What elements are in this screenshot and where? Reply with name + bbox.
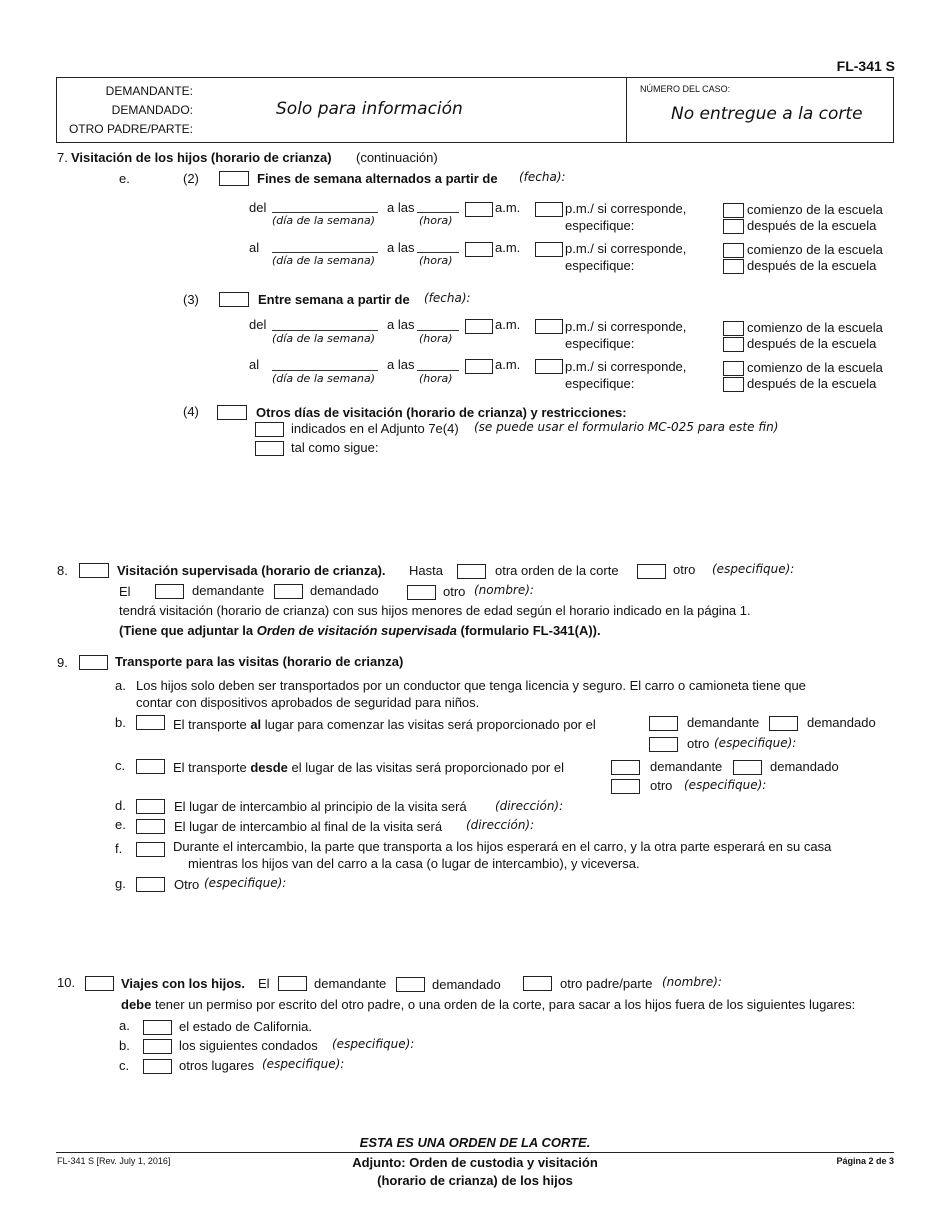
wd-from-after-school-checkbox[interactable] [723, 337, 744, 352]
s9b-petitioner-label: demandante [687, 715, 760, 730]
wd-to-hour-field[interactable] [417, 370, 459, 371]
wd-to-day-hint: (día de la semana) [272, 372, 376, 385]
s10b-checkbox[interactable] [143, 1039, 172, 1054]
s9g-text: Otro [174, 877, 200, 892]
s9a-text2: contar con dispositivos aprobados de seguridad para niños. [136, 695, 480, 710]
s9f-text1: Durante el intercambio, la parte que transporta a los hijos esperará en el carro, y la otra parte esperará en su casa [173, 839, 832, 854]
court-order-notice: ESTA ES UNA ORDEN DE LA CORTE. [359, 1135, 591, 1150]
w-from-am-label: a.m. [495, 200, 521, 215]
s9b-bold: al [250, 717, 262, 732]
s10a-letter: a. [119, 1018, 130, 1033]
s8-otro-checkbox[interactable] [407, 585, 436, 600]
s7e3-number: (3) [183, 292, 199, 307]
w-from-day-field[interactable] [272, 212, 378, 213]
s9d-checkbox[interactable] [136, 799, 165, 814]
do-not-file-text: No entregue a la corte [671, 104, 863, 124]
s9g-specify-hint: (especifique): [204, 876, 287, 890]
s9-title: Transporte para las visitas (horario de crianza) [115, 654, 404, 669]
wd-from-day-field[interactable] [272, 330, 378, 331]
s10-petitioner-label: demandante [314, 976, 387, 991]
s9b-letter: b. [115, 715, 126, 730]
s9b-pre: El transporte [173, 717, 247, 732]
w-from-label: del [249, 200, 267, 215]
s8-respondent-label: demandado [310, 583, 379, 598]
as-follows-checkbox[interactable] [255, 441, 284, 456]
w-from-pm-checkbox[interactable] [535, 202, 563, 217]
s9e-checkbox[interactable] [136, 819, 165, 834]
s10-respondent-checkbox[interactable] [396, 977, 425, 992]
s8-otro-label: otro [443, 584, 466, 599]
s9a-letter: a. [115, 678, 126, 693]
w-from-am-checkbox[interactable] [465, 202, 493, 217]
s10-name-hint: (nombre): [662, 975, 722, 989]
s9b-checkbox[interactable] [136, 715, 165, 730]
s9b-specify-hint: (especifique): [714, 736, 797, 750]
s9b-respondent-label: demandado [807, 715, 876, 730]
s9c-text [173, 760, 564, 775]
case-number-label: NÚMERO DEL CASO: [640, 84, 731, 94]
weekdays-checkbox[interactable] [219, 292, 249, 307]
s10b-letter: b. [119, 1038, 130, 1053]
w-from-after-school-label: después de la escuela [747, 218, 877, 233]
w-to-am-label: a.m. [495, 240, 521, 255]
as-follows-label: tal como sigue: [291, 440, 379, 455]
s9e-address-hint: (dirección): [466, 818, 535, 832]
wd-to-hour-hint: (hora) [419, 372, 453, 385]
s9c-respondent-label: demandado [770, 759, 839, 774]
attachment-checkbox[interactable] [255, 422, 284, 437]
wd-to-am-label: a.m. [495, 357, 521, 372]
s8-other-checkbox[interactable] [637, 564, 666, 579]
s10-petitioner-checkbox[interactable] [278, 976, 307, 991]
wd-to-pm-checkbox[interactable] [535, 359, 563, 374]
s9b-respondent-checkbox[interactable] [769, 716, 798, 731]
s10b-specify-hint: (especifique): [332, 1037, 415, 1051]
w-to-day-hint: (día de la semana) [272, 254, 376, 267]
w-to-pm-checkbox[interactable] [535, 242, 563, 257]
w-from-day-hint: (día de la semana) [272, 214, 376, 227]
w-to-day-field[interactable] [272, 252, 378, 253]
w-to-am-checkbox[interactable] [465, 242, 493, 257]
s10-number: 10. [57, 975, 76, 990]
other-parent-label: OTRO PADRE/PARTE: [68, 122, 193, 136]
s10-the-label: El [258, 976, 270, 991]
w-from-hour-field[interactable] [417, 212, 459, 213]
petitioner-label: DEMANDANTE: [105, 84, 193, 98]
s8-line2-a: (Tiene que adjuntar la [119, 623, 254, 638]
w-from-at-label: a las [387, 200, 415, 215]
s9e-letter: e. [115, 817, 126, 832]
w-to-school-start-label: comienzo de la escuela [747, 242, 883, 257]
s9c-letter: c. [115, 758, 126, 773]
w-from-after-school-checkbox[interactable] [723, 219, 744, 234]
s9c-checkbox[interactable] [136, 759, 165, 774]
wd-from-specify-label: especifique: [565, 336, 635, 351]
wd-from-at-label: a las [387, 317, 415, 332]
w-to-hour-field[interactable] [417, 252, 459, 253]
s8-line2-c: (formulario FL-341(A)). [460, 623, 601, 638]
s9c-post: el lugar de las visitas será proporcionado por el [291, 760, 564, 775]
w-to-school-start-checkbox[interactable] [723, 243, 744, 258]
s7-continuation: (continuación) [356, 150, 438, 165]
s9g-letter: g. [115, 876, 126, 891]
s9d-text: El lugar de intercambio al principio de la visita será [174, 799, 467, 814]
s10-respondent-label: demandado [432, 977, 501, 992]
s8-respondent-checkbox[interactable] [274, 584, 303, 599]
s8-until-label: Hasta [409, 563, 443, 578]
weekdays-label: Entre semana a partir de [258, 292, 410, 307]
info-only-text: Solo para información [276, 99, 463, 119]
revision-text: FL-341 S [Rev. July 1, 2016] [57, 1156, 171, 1166]
s8-other-order-checkbox[interactable] [457, 564, 486, 579]
footer-rule [56, 1152, 894, 1153]
w-to-after-school-checkbox[interactable] [723, 259, 744, 274]
s10-title: Viajes con los hijos. [121, 976, 246, 991]
wd-to-pm-label: p.m./ si corresponde, [565, 359, 687, 374]
footer-title-1: Adjunto: Orden de custodia y visitación [352, 1155, 598, 1170]
s7e2-number: (2) [183, 171, 199, 186]
other-days-checkbox[interactable] [217, 405, 247, 420]
wd-from-pm-label: p.m./ si corresponde, [565, 319, 687, 334]
w-to-label: al [249, 240, 260, 255]
s8-name-hint: (nombre): [474, 583, 534, 597]
other-days-label: Otros días de visitación (horario de crianza) y restricciones: [256, 405, 627, 420]
s8-the-label: El [119, 584, 131, 599]
s8-line1: tendrá visitación (horario de crianza) con sus hijos menores de edad según el horario indicado en la página 1. [119, 603, 751, 618]
s9c-specify-hint: (especifique): [684, 778, 767, 792]
s9e-text: El lugar de intercambio al final de la visita será [174, 819, 443, 834]
wd-to-school-start-checkbox[interactable] [723, 361, 744, 376]
wd-from-am-label: a.m. [495, 317, 521, 332]
s9c-respondent-checkbox[interactable] [733, 760, 762, 775]
s9f-text2: mientras los hijos van del carro a la casa (o lugar de intercambio), y viceversa. [188, 856, 640, 871]
form-id: FL-341 S [836, 58, 895, 74]
wd-from-school-start-checkbox[interactable] [723, 321, 744, 336]
s7-title: Visitación de los hijos (horario de crianza) [71, 150, 332, 165]
s7e4-number: (4) [183, 404, 199, 419]
s8-other-label: otro [673, 562, 696, 577]
w-to-at-label: a las [387, 240, 415, 255]
s7-number: 7. [57, 150, 68, 165]
s9c-bold: desde [250, 760, 288, 775]
s9g-checkbox[interactable] [136, 877, 165, 892]
s10c-text: otros lugares [179, 1058, 255, 1073]
w-from-hour-hint: (hora) [419, 214, 453, 227]
s9c-petitioner-checkbox[interactable] [611, 760, 640, 775]
w-to-pm-label: p.m./ si corresponde, [565, 241, 687, 256]
s7e-letter: e. [119, 171, 130, 186]
s9f-letter: f. [115, 841, 123, 856]
s9a-text1: Los hijos solo deben ser transportados por un conductor que tenga licencia y seguro. El carro o camioneta tiene que [136, 678, 806, 693]
s8-line2-b: Orden de visitación supervisada [256, 623, 457, 638]
wd-to-am-checkbox[interactable] [465, 359, 493, 374]
s9d-address-hint: (dirección): [495, 799, 564, 813]
supervised-checkbox[interactable] [79, 563, 109, 578]
s8-petitioner-checkbox[interactable] [155, 584, 184, 599]
attachment-hint: (se puede usar el formulario MC-025 para este fin) [474, 420, 779, 434]
s10-other-parent-checkbox[interactable] [523, 976, 552, 991]
s10-other-parent-label: otro padre/parte [560, 976, 653, 991]
wd-from-school-start-label: comienzo de la escuela [747, 320, 883, 335]
wd-from-pm-checkbox[interactable] [535, 319, 563, 334]
wd-from-am-checkbox[interactable] [465, 319, 493, 334]
wd-from-after-school-label: después de la escuela [747, 336, 877, 351]
s8-number: 8. [57, 563, 68, 578]
alt-weekends-checkbox[interactable] [219, 171, 249, 186]
alt-weekends-label: Fines de semana alternados a partir de [257, 171, 498, 186]
s9c-other-checkbox[interactable] [611, 779, 640, 794]
s10a-text: el estado de California. [179, 1019, 312, 1034]
attachment-label: indicados en el Adjunto 7e(4) [291, 421, 459, 436]
wd-to-day-field[interactable] [272, 370, 378, 371]
travel-checkbox[interactable] [85, 976, 114, 991]
wd-to-specify-label: especifique: [565, 376, 635, 391]
wd-to-at-label: a las [387, 357, 415, 372]
s8-other-order-label: otra orden de la corte [495, 563, 619, 578]
wd-to-label: al [249, 357, 260, 372]
s10c-specify-hint: (especifique): [262, 1057, 345, 1071]
w-to-hour-hint: (hora) [419, 254, 453, 267]
s10b-text: los siguientes condados [179, 1038, 318, 1053]
s9f-checkbox[interactable] [136, 842, 165, 857]
alt-weekends-date-hint: (fecha): [519, 170, 566, 184]
w-to-after-school-label: después de la escuela [747, 258, 877, 273]
s9d-letter: d. [115, 798, 126, 813]
w-from-pm-label: p.m./ si corresponde, [565, 201, 687, 216]
s10-must-text: tener un permiso por escrito del otro padre, o una orden de la corte, para sacar a los hijos fuera de los siguientes lugares: [154, 997, 856, 1012]
s9b-text [173, 717, 596, 732]
s9b-other-checkbox[interactable] [649, 737, 678, 752]
wd-from-day-hint: (día de la semana) [272, 332, 376, 345]
s10-must-line [121, 997, 855, 1012]
wd-from-label: del [249, 317, 267, 332]
s9c-other-label: otro [650, 778, 673, 793]
s9c-petitioner-label: demandante [650, 759, 723, 774]
page-number: Página 2 de 3 [836, 1156, 894, 1166]
weekdays-date-hint: (fecha): [424, 291, 471, 305]
wd-to-school-start-label: comienzo de la escuela [747, 360, 883, 375]
footer-title-2: (horario de crianza) de los hijos [377, 1173, 573, 1188]
s10-must: debe [121, 997, 152, 1012]
s9b-other-label: otro [687, 736, 710, 751]
s9b-post: lugar para comenzar las visitas será proporcionado por el [264, 717, 596, 732]
w-from-school-start-checkbox[interactable] [723, 203, 744, 218]
w-to-specify-label: especifique: [565, 258, 635, 273]
s10a-checkbox[interactable] [143, 1020, 172, 1035]
wd-to-after-school-checkbox[interactable] [723, 377, 744, 392]
w-from-specify-label: especifique: [565, 218, 635, 233]
s8-line2 [119, 623, 601, 638]
s8-specify-hint: (especifique): [712, 562, 795, 576]
w-from-school-start-label: comienzo de la escuela [747, 202, 883, 217]
transport-checkbox[interactable] [79, 655, 108, 670]
wd-from-hour-hint: (hora) [419, 332, 453, 345]
s9c-pre: El transporte [173, 760, 247, 775]
respondent-label: DEMANDADO: [111, 103, 193, 117]
s10c-checkbox[interactable] [143, 1059, 172, 1074]
s10c-letter: c. [119, 1058, 130, 1073]
s9-number: 9. [57, 655, 68, 670]
wd-to-after-school-label: después de la escuela [747, 376, 877, 391]
wd-from-hour-field[interactable] [417, 330, 459, 331]
s9b-petitioner-checkbox[interactable] [649, 716, 678, 731]
s8-title: Visitación supervisada (horario de crianza). [117, 563, 386, 578]
s8-petitioner-label: demandante [192, 583, 265, 598]
